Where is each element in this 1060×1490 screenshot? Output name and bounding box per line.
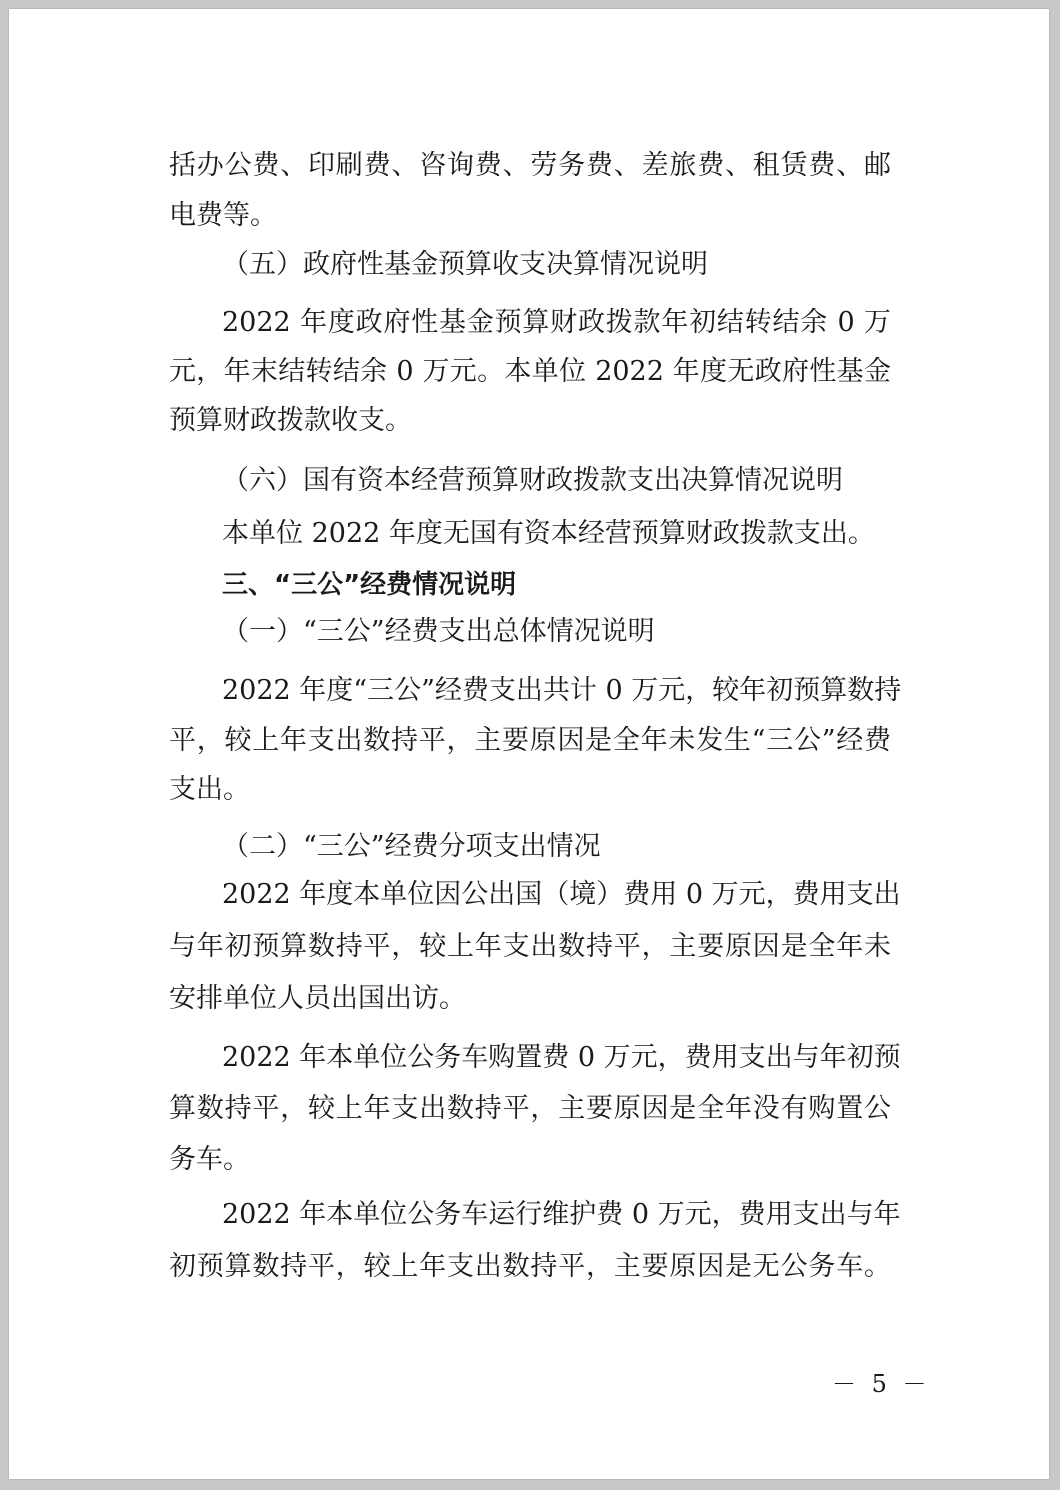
body-text-line: 2022 年本单位公务车购置费 0 万元，费用支出与年初预 bbox=[222, 1042, 901, 1073]
body-text-line: 2022 年度“三公”经费支出共计 0 万元，较年初预算数持 bbox=[222, 675, 902, 706]
chapter-heading: 三、“三公”经费情况说明 bbox=[222, 570, 517, 600]
body-text-line: 2022 年度本单位因公出国（境）费用 0 万元，费用支出 bbox=[222, 879, 901, 910]
body-text-line: 元，年末结转结余 0 万元。本单位 2022 年度无政府性基金 bbox=[169, 356, 891, 387]
body-text-line: 预算财政拨款收支。 bbox=[169, 405, 412, 436]
body-text-line: 平，较上年支出数持平，主要原因是全年未发生“三公”经费 bbox=[169, 725, 891, 756]
body-text-line: 支出。 bbox=[169, 774, 250, 805]
body-text-line: 2022 年本单位公务车运行维护费 0 万元，费用支出与年 bbox=[222, 1199, 901, 1230]
section-heading: （六）国有资本经营预算财政拨款支出决算情况说明 bbox=[222, 465, 843, 496]
body-text-line: 电费等。 bbox=[169, 200, 277, 231]
body-text-line: 2022 年度政府性基金预算财政拨款年初结转结余 0 万 bbox=[222, 307, 891, 338]
body-text-line: 初预算数持平，较上年支出数持平，主要原因是无公务车。 bbox=[169, 1251, 891, 1282]
body-text-line: 与年初预算数持平，较上年支出数持平，主要原因是全年未 bbox=[169, 931, 891, 962]
section-heading: （五）政府性基金预算收支决算情况说明 bbox=[222, 249, 708, 280]
body-text-line: 务车。 bbox=[169, 1144, 250, 1175]
page-number: － 5 － bbox=[832, 1370, 931, 1398]
body-text-line: 算数持平，较上年支出数持平，主要原因是全年没有购置公 bbox=[169, 1093, 891, 1124]
body-text-line: 括办公费、印刷费、咨询费、劳务费、差旅费、租赁费、邮 bbox=[169, 150, 891, 181]
section-heading: （二）“三公”经费分项支出情况 bbox=[222, 831, 601, 862]
document-page bbox=[9, 9, 1049, 1479]
body-text-line: 安排单位人员出国出访。 bbox=[169, 983, 466, 1014]
section-heading: （一）“三公”经费支出总体情况说明 bbox=[222, 616, 655, 647]
body-text-line: 本单位 2022 年度无国有资本经营预算财政拨款支出。 bbox=[222, 518, 875, 549]
